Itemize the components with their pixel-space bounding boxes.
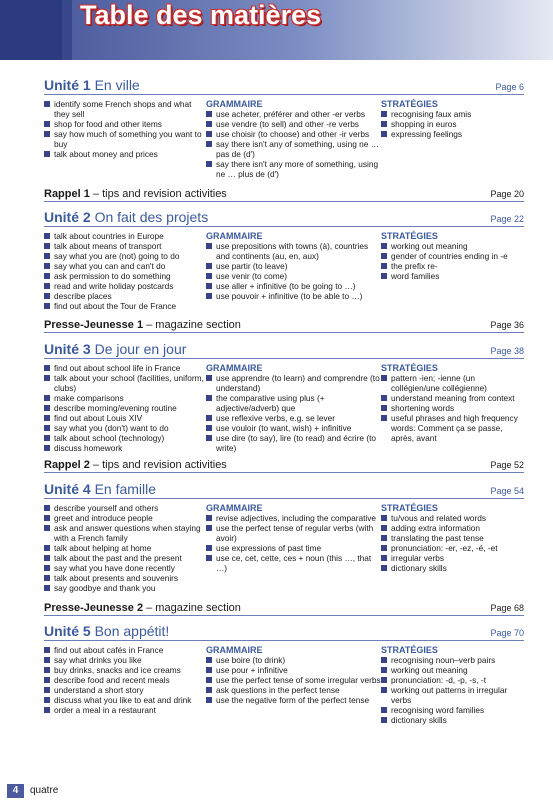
topic-item: talk about school (technology) [44, 433, 206, 443]
unit-section [44, 481, 524, 593]
rappel-title[interactable] [44, 602, 241, 614]
topic-item: buy drinks, snacks and ice creams [44, 665, 206, 675]
topic-item: make comparisons [44, 393, 206, 403]
grammar-item: use pour + infinitive [206, 665, 381, 675]
strategy-item: expressing feelings [381, 129, 524, 139]
strategy-list [381, 513, 524, 573]
grammar-item: the comparative using plus (+ adjective/adverb) que [206, 393, 381, 413]
topic-item: describe places [44, 291, 206, 301]
topic-item: describe yourself and others [44, 503, 206, 513]
strategies-column [381, 645, 524, 725]
grammar-item: say there isn't any of something, using ne … pas de (d') [206, 139, 381, 159]
topic-item: say how much of something you want to buy [44, 129, 206, 149]
grammar-item: ask questions in the perfect tense [206, 685, 381, 695]
unit-name: Bon appétit! [94, 623, 170, 639]
topic-item: say what you can and can't do [44, 261, 206, 271]
topic-item: ask and answer questions when staying with a French family [44, 523, 206, 543]
strategy-list [381, 373, 524, 443]
topic-item: say what drinks you like [44, 655, 206, 665]
rappel-title[interactable] [44, 319, 241, 331]
grammar-heading: GRAMMAIRE [206, 645, 263, 655]
strategy-item: useful phrases and high frequency words: Comment ça se passe, après, avant [381, 413, 524, 443]
table-of-contents [44, 77, 524, 725]
grammar-item: use venir (to come) [206, 271, 381, 281]
grammar-column [206, 231, 381, 311]
rappel-name: Presse-Jeunesse 1 [44, 319, 144, 331]
strategy-item: gender of countries ending in -e [381, 251, 524, 261]
unit-columns [44, 363, 524, 453]
grammar-item: use the perfect tense of some irregular verbs [206, 675, 381, 685]
unit-columns [44, 645, 524, 725]
grammar-heading: GRAMMAIRE [206, 363, 263, 373]
strategies-column [381, 503, 524, 593]
rappel-description: – tips and revision activities [89, 188, 227, 200]
strategy-item: dictionary skills [381, 715, 524, 725]
topic-item: say what you (don't) want to do [44, 423, 206, 433]
topic-item: shop for food and other items [44, 119, 206, 129]
topic-list [44, 99, 206, 159]
grammar-list [206, 513, 381, 573]
unit-section [44, 623, 524, 725]
strategies-column [381, 363, 524, 453]
unit-section [44, 77, 524, 179]
topic-item: say what you are (not) going to do [44, 251, 206, 261]
strategy-item: recognising word families [381, 705, 524, 715]
strategies-heading: STRATÉGIES [381, 363, 438, 373]
grammar-item: use dire (to say), lire (to read) and écrire (to write) [206, 433, 381, 453]
unit-heading [44, 77, 524, 95]
grammar-column [206, 503, 381, 593]
topic-item: ask permission to do something [44, 271, 206, 281]
strategy-item: shortening words [381, 403, 524, 413]
strategy-item: irregular verbs [381, 553, 524, 563]
rappel-page-ref[interactable]: Page 36 [490, 320, 524, 330]
rappel-page-ref[interactable]: Page 52 [490, 460, 524, 470]
topic-item: talk about countries in Europe [44, 231, 206, 241]
topic-item: talk about the past and the present [44, 553, 206, 563]
rappel-page-ref[interactable]: Page 20 [490, 189, 524, 199]
page-title: Table des matières [80, 0, 322, 30]
topic-item: find out about Louis XIV [44, 413, 206, 423]
grammar-item: use vendre (to sell) and other -re verbs [206, 119, 381, 129]
header-band-stripe [62, 0, 72, 60]
strategies-heading: STRATÉGIES [381, 99, 438, 109]
unit-number: Unité 1 [44, 77, 91, 93]
page-footer [0, 781, 553, 804]
unit-title[interactable] [44, 77, 140, 93]
topic-item: talk about presents and souvenirs [44, 573, 206, 583]
strategy-item: working out meaning [381, 241, 524, 251]
unit-columns [44, 231, 524, 311]
rappel-name: Rappel 1 [44, 188, 90, 200]
page-number-word: quatre [30, 785, 59, 796]
grammar-item: use apprendre (to learn) and comprendre (to understand) [206, 373, 381, 393]
grammar-heading: GRAMMAIRE [206, 99, 263, 109]
topic-item: say what you have done recently [44, 563, 206, 573]
rappel-name: Rappel 2 [44, 459, 90, 471]
strategy-item: recognising noun–verb pairs [381, 655, 524, 665]
page-number: 4 [7, 784, 24, 798]
strategy-item: dictionary skills [381, 563, 524, 573]
grammar-item: use reflexive verbs, e.g. se lever [206, 413, 381, 423]
grammar-list [206, 655, 381, 705]
strategies-heading: STRATÉGIES [381, 231, 438, 241]
rappel-heading [44, 188, 524, 202]
unit-section [44, 209, 524, 311]
rappel-description: – magazine section [143, 319, 241, 331]
topic-item: talk about money and prices [44, 149, 206, 159]
topic-item: understand a short story [44, 685, 206, 695]
strategy-list [381, 109, 524, 139]
topic-item: find out about cafés in France [44, 645, 206, 655]
topic-item: describe food and recent meals [44, 675, 206, 685]
topics-column [44, 99, 206, 179]
topic-list [44, 231, 206, 311]
grammar-item: say there isn't any more of something, using ne … plus de (d') [206, 159, 381, 179]
topic-item: discuss what you like to eat and drink [44, 695, 206, 705]
grammar-item: use the perfect tense of regular verbs (with avoir) [206, 523, 381, 543]
rappel-page-ref[interactable]: Page 68 [490, 603, 524, 613]
unit-heading [44, 209, 524, 227]
unit-name: En ville [94, 77, 140, 93]
rappel-heading [44, 319, 524, 333]
rappel-title[interactable] [44, 459, 227, 471]
rappel-heading [44, 459, 524, 473]
strategy-item: word families [381, 271, 524, 281]
unit-heading [44, 623, 524, 641]
grammar-item: use the negative form of the perfect tense [206, 695, 381, 705]
unit-page-ref[interactable]: Page 54 [490, 486, 524, 496]
unit-number: Unité 4 [44, 481, 91, 497]
topics-column [44, 231, 206, 311]
topic-item: talk about your school (facilities, uniform, clubs) [44, 373, 206, 393]
rappel-description: – magazine section [143, 602, 241, 614]
grammar-heading: GRAMMAIRE [206, 231, 263, 241]
topic-item: greet and introduce people [44, 513, 206, 523]
topic-item: find out about school life in France [44, 363, 206, 373]
strategy-item: translating the past tense [381, 533, 524, 543]
unit-name: En famille [94, 481, 157, 497]
grammar-heading: GRAMMAIRE [206, 503, 263, 513]
grammar-list [206, 109, 381, 179]
unit-name: De jour en jour [94, 341, 187, 357]
unit-number: Unité 2 [44, 209, 91, 225]
unit-columns [44, 503, 524, 593]
grammar-item: use partir (to leave) [206, 261, 381, 271]
strategies-heading: STRATÉGIES [381, 645, 438, 655]
strategies-column [381, 99, 524, 179]
grammar-item: use expressions of past time [206, 543, 381, 553]
strategy-item: tu/vous and related words [381, 513, 524, 523]
grammar-item: use pouvoir + infinitive (to be able to …) [206, 291, 381, 301]
topics-column [44, 363, 206, 453]
topics-column [44, 503, 206, 593]
topic-item: find out about the Tour de France [44, 301, 206, 311]
topic-list [44, 503, 206, 593]
strategy-item: working out meaning [381, 665, 524, 675]
topics-column [44, 645, 206, 725]
unit-title[interactable] [44, 341, 186, 357]
grammar-item: use choisir (to choose) and other -ir verbs [206, 129, 381, 139]
topic-item: talk about means of transport [44, 241, 206, 251]
header-band [0, 0, 62, 60]
grammar-item: revise adjectives, including the comparative [206, 513, 381, 523]
grammar-item: use prepositions with towns (à), countries and continents (au, en, aux) [206, 241, 381, 261]
rappel-heading [44, 602, 524, 616]
strategy-item: adding extra information [381, 523, 524, 533]
grammar-item: use vouloir (to want, wish) + infinitive [206, 423, 381, 433]
rappel-title[interactable] [44, 188, 227, 200]
topic-list [44, 363, 206, 453]
page-header [0, 0, 553, 60]
unit-title[interactable] [44, 623, 169, 639]
rappel-description: – tips and revision activities [89, 459, 227, 471]
topic-item: talk about helping at home [44, 543, 206, 553]
grammar-item: use acheter, préférer and other -er verbs [206, 109, 381, 119]
topic-item: discuss homework [44, 443, 206, 453]
topic-item: describe morning/evening routine [44, 403, 206, 413]
strategy-item: pronunciation: -d, -p, -s, -t [381, 675, 524, 685]
grammar-item: use ce, cet, cette, ces + noun (this …, that …) [206, 553, 381, 573]
strategy-item: working out patterns in irregular verbs [381, 685, 524, 705]
unit-page-ref[interactable]: Page 22 [490, 214, 524, 224]
unit-section [44, 341, 524, 453]
unit-number: Unité 5 [44, 623, 91, 639]
strategy-list [381, 241, 524, 281]
grammar-column [206, 363, 381, 453]
unit-page-ref[interactable]: Page 38 [490, 346, 524, 356]
topic-item: identify some French shops and what they sell [44, 99, 206, 119]
strategy-item: recognising faux amis [381, 109, 524, 119]
unit-heading [44, 341, 524, 359]
grammar-list [206, 373, 381, 453]
unit-title[interactable] [44, 481, 156, 497]
strategy-item: the prefix re- [381, 261, 524, 271]
strategy-list [381, 655, 524, 725]
unit-title[interactable] [44, 209, 208, 225]
strategies-column [381, 231, 524, 311]
unit-columns [44, 99, 524, 179]
unit-page-ref[interactable]: Page 6 [495, 82, 524, 92]
unit-number: Unité 3 [44, 341, 91, 357]
strategies-heading: STRATÉGIES [381, 503, 438, 513]
grammar-column [206, 645, 381, 725]
grammar-list [206, 241, 381, 301]
strategy-item: understand meaning from context [381, 393, 524, 403]
unit-page-ref[interactable]: Page 70 [490, 628, 524, 638]
unit-heading [44, 481, 524, 499]
rappel-name: Presse-Jeunesse 2 [44, 602, 144, 614]
grammar-item: use boire (to drink) [206, 655, 381, 665]
topic-item: read and write holiday postcards [44, 281, 206, 291]
strategy-item: shopping in euros [381, 119, 524, 129]
topic-list [44, 645, 206, 715]
strategy-item: pronunciation: -er, -ez, -é, -et [381, 543, 524, 553]
topic-item: say goodbye and thank you [44, 583, 206, 593]
topic-item: order a meal in a restaurant [44, 705, 206, 715]
unit-name: On fait des projets [94, 209, 209, 225]
grammar-column [206, 99, 381, 179]
grammar-item: use aller + infinitive (to be going to …) [206, 281, 381, 291]
strategy-item: pattern -ien; -ienne (un collégien/une collégienne) [381, 373, 524, 393]
